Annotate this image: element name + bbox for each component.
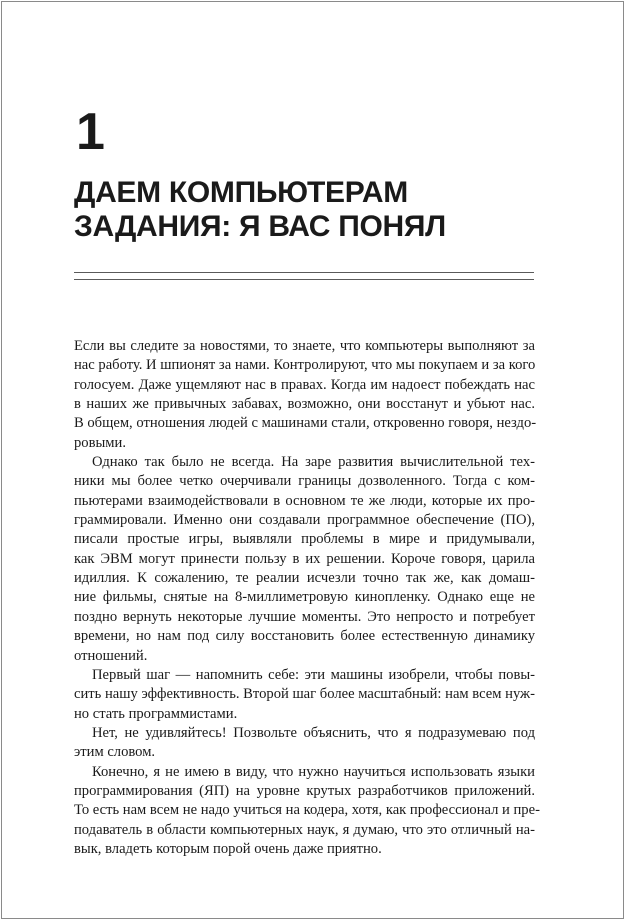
text-line: но стать программистами. — [74, 705, 238, 722]
paragraph — [74, 666, 535, 724]
text-line: идиллия. К сожалению, те реалии исчезли точно так же, как домаш- — [74, 570, 535, 587]
text-line: То есть нам всем не надо учиться на кодера, хотя, как профессионал и пре- — [74, 802, 540, 819]
text-line: отношений. — [74, 647, 148, 664]
chapter-number: 1 — [76, 103, 105, 161]
paragraph — [74, 724, 535, 763]
text-line: подаватель в области компьютерных наук, я думаю, что это отличный на- — [74, 821, 535, 838]
text-line: поздно вернуть некоторые лучшие моменты. Это непросто и потребует — [74, 608, 535, 625]
text-line: пьютерами взаимодействовали в основном те же люди, которые их про- — [74, 492, 535, 509]
text-line: сить нашу эффективность. Второй шаг более масштабный: нам всем нуж- — [74, 686, 535, 703]
text-line: ники мы более четко очерчивали границы дозволенного. Тогда с ком- — [74, 473, 535, 490]
text-line: писали простые игры, выявляли проблемы в мире и придумывали, — [74, 531, 535, 548]
paragraph — [74, 763, 540, 860]
chapter-body — [74, 337, 540, 859]
text-line: ние фильмы, снятые на 8-миллиметровую кинопленку. Однако еще не — [74, 589, 535, 606]
text-line: ровыми. — [74, 434, 126, 451]
text-line: этим словом. — [74, 744, 156, 761]
text-line: В общем, отношения людей с машинами стали, откровенно говоря, нездо- — [74, 415, 537, 432]
chapter-title — [74, 176, 544, 244]
text-line: Если вы следите за новостями, то знаете, что компьютеры выполняют за — [74, 338, 535, 354]
text-line: граммировали. Именно они создавали программное обеспечение (ПО), — [74, 512, 535, 529]
paragraph — [74, 337, 535, 453]
text-line: времени, но нам под силу восстановить более естественную динамику — [74, 628, 535, 645]
text-line: вык, владеть которым порой очень даже приятно. — [74, 840, 382, 857]
text-line: Однако так было не всегда. На заре развития вычислительной тех- — [92, 454, 535, 471]
text-line: нас работу. И шпионят за нами. Контролируют, что мы покупаем и за кого — [74, 357, 536, 374]
chapter-title-line: ДАЕМ КОМПЬЮТЕРАМ — [74, 176, 408, 209]
text-line: голосуем. Даже ущемляют нас в правах. Когда им надоест побеждать нас — [74, 376, 535, 393]
text-line: Конечно, я не имею в виду, что нужно научиться использовать языки — [92, 763, 535, 780]
chapter-title-line: ЗАДАНИЯ: Я ВАС ПОНЯЛ — [74, 210, 446, 243]
title-divider — [74, 272, 534, 280]
text-line: Первый шаг — напомнить себе: эти машины изобрели, чтобы повы- — [92, 666, 535, 683]
text-line: в наших же привычных забавах, возможно, они восстанут и убьют нас. — [74, 396, 535, 413]
text-line: Нет, не удивляйтесь! Позвольте объяснить, что я подразумеваю под — [92, 724, 535, 741]
text-line: программирования (ЯП) на уровне крутых разработчиков приложений. — [74, 782, 535, 799]
text-line: как ЭВМ могут принести пользу в их решении. Короче говоря, царила — [74, 550, 535, 567]
paragraph — [74, 453, 535, 666]
